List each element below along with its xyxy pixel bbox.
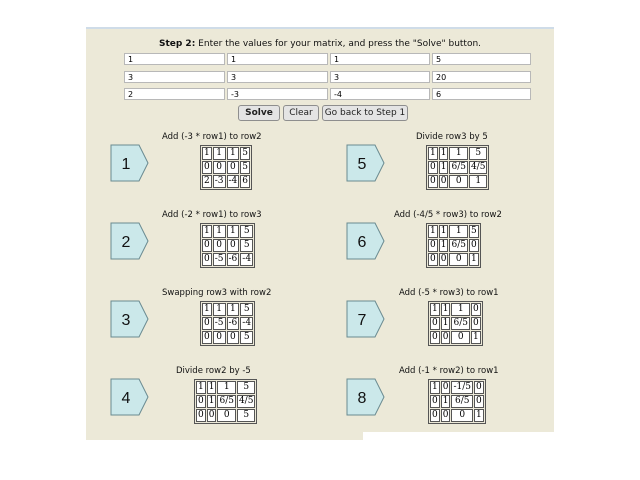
step-title: Divide row2 by -5 (176, 366, 251, 376)
matrix-cell: 4/5 (470, 162, 486, 172)
matrix-cell: 0 (442, 382, 449, 392)
step-matrix (426, 223, 481, 268)
matrix-cell: -4 (242, 318, 252, 328)
matrix-cell: 5 (240, 331, 253, 344)
matrix-cell: 0 (430, 254, 436, 264)
matrix-cell: 0 (213, 161, 226, 174)
matrix-cell: 1 (198, 382, 204, 392)
matrix-cell: 0 (432, 318, 438, 328)
matrix-row (202, 175, 250, 188)
matrix-cell: -6 (228, 254, 238, 264)
matrix-input-r2c4[interactable]: 20 (432, 71, 531, 83)
matrix-cell: 6/5 (451, 395, 473, 408)
matrix-cell: 0 (227, 331, 240, 344)
matrix-cell: 0 (204, 254, 210, 264)
matrix-row (430, 409, 484, 422)
matrix-row (430, 303, 481, 316)
matrix-cell: 1 (204, 304, 210, 314)
step-title: Divide row3 by 5 (416, 132, 488, 142)
matrix-cell: 4/5 (238, 396, 254, 406)
matrix-row (196, 395, 255, 408)
matrix-row (202, 147, 250, 160)
step-number-badge (110, 378, 150, 416)
matrix-cell: 1 (430, 226, 436, 236)
step-number: 1 (121, 156, 131, 173)
step-instruction: Enter the values for your matrix, and press the "Solve" button. (198, 39, 482, 49)
matrix-cell: 5 (240, 303, 253, 316)
matrix-cell: 0 (430, 240, 436, 250)
matrix-row (202, 253, 253, 266)
matrix-cell: 0 (198, 396, 204, 406)
matrix-cell: 0 (430, 162, 436, 172)
matrix-cell: -5 (214, 318, 224, 328)
matrix-row (430, 395, 484, 408)
matrix-cell: 0 (430, 176, 436, 186)
matrix-cell: 1 (432, 304, 438, 314)
matrix-cell: 1 (451, 303, 469, 316)
matrix-cell: -5 (214, 254, 224, 264)
matrix-input-r2c2[interactable]: 3 (227, 71, 328, 83)
matrix-cell: 6/5 (453, 318, 468, 328)
matrix-input-r2c1[interactable]: 3 (124, 71, 225, 83)
matrix-cell: -1/5 (453, 382, 471, 392)
step-title: Swapping row3 with row2 (162, 288, 272, 298)
matrix-cell: 1 (442, 318, 449, 328)
matrix-cell: 1 (432, 382, 438, 392)
matrix-input-r1c1[interactable]: 1 (124, 53, 225, 65)
step-heading (86, 39, 554, 49)
matrix-cell: 5 (240, 239, 253, 252)
matrix-cell: 5 (242, 162, 249, 172)
matrix-cell: 0 (227, 161, 240, 174)
step-number-badge (110, 144, 150, 182)
matrix-cell: 0 (208, 410, 215, 420)
step-title: Add (-5 * row3) to row1 (399, 288, 499, 298)
step-title: Add (-3 * row1) to row2 (162, 132, 262, 142)
matrix-cell: 1 (442, 396, 449, 406)
matrix-cell: -6 (228, 318, 238, 328)
step-number-badge (110, 300, 150, 338)
matrix-cell: 0 (204, 318, 210, 328)
matrix-cell: 0 (442, 410, 449, 420)
step-number-badge (346, 222, 386, 260)
solver-panel (86, 27, 554, 440)
matrix-cell: 6/5 (451, 240, 466, 250)
matrix-cell: 0 (472, 318, 479, 328)
matrix-cell: 1 (227, 147, 240, 160)
matrix-cell: 0 (204, 332, 210, 342)
matrix-cell: 1 (204, 226, 210, 236)
matrix-cell: 0 (442, 332, 449, 342)
matrix-cell: 0 (440, 254, 447, 264)
matrix-cell: 1 (476, 410, 482, 420)
step-title: Add (-1 * row2) to row1 (399, 366, 499, 376)
matrix-cell: 0 (440, 176, 447, 186)
matrix-row (430, 317, 481, 330)
matrix-cell: 0 (204, 162, 210, 172)
matrix-cell: 1 (208, 382, 215, 392)
matrix-row (428, 161, 487, 174)
matrix-cell: 5 (242, 148, 249, 158)
matrix-cell: 0 (432, 410, 438, 420)
matrix-cell: 1 (204, 148, 210, 158)
step-matrix (426, 145, 489, 190)
solve-button[interactable]: Solve (238, 105, 280, 121)
matrix-row (428, 147, 487, 160)
matrix-cell: 1 (449, 147, 467, 160)
matrix-cell: 0 (449, 253, 467, 266)
matrix-input-r3c2[interactable]: -3 (227, 88, 328, 100)
matrix-row (430, 381, 484, 394)
step-number: 2 (121, 234, 131, 251)
matrix-cell: 1 (440, 226, 447, 236)
back-to-step1-button[interactable]: Go back to Step 1 (322, 105, 408, 121)
matrix-row (428, 239, 479, 252)
matrix-cell: 1 (430, 148, 436, 158)
step-number-badge (110, 222, 150, 260)
matrix-cell: -3 (214, 176, 224, 186)
matrix-cell: 1 (227, 225, 240, 238)
matrix-cell: 0 (470, 240, 477, 250)
matrix-row (202, 317, 253, 330)
matrix-cell: 5 (470, 226, 477, 236)
matrix-input-r3c3[interactable]: -4 (330, 88, 430, 100)
step-number: 7 (357, 312, 367, 329)
matrix-cell: 0 (204, 240, 210, 250)
matrix-cell: 0 (451, 409, 473, 422)
matrix-cell: 0 (472, 304, 479, 314)
step-matrix (200, 145, 252, 190)
step-matrix (194, 379, 257, 424)
matrix-cell: -4 (228, 176, 238, 186)
matrix-row (202, 225, 253, 238)
matrix-row (202, 331, 253, 344)
step-number: 4 (121, 390, 131, 407)
matrix-input-r1c2[interactable]: 1 (227, 53, 328, 65)
matrix-cell: 6 (242, 176, 249, 186)
panel-notch (363, 432, 556, 440)
matrix-cell: 1 (469, 175, 487, 188)
step-matrix (200, 223, 255, 268)
matrix-cell: 2 (204, 176, 210, 186)
clear-button[interactable]: Clear (283, 105, 319, 121)
matrix-cell: 0 (227, 239, 240, 252)
matrix-cell: 1 (440, 240, 447, 250)
matrix-cell: 0 (213, 331, 226, 344)
matrix-cell: 5 (240, 225, 253, 238)
matrix-row (202, 161, 250, 174)
step-title: Add (-2 * row1) to row3 (162, 210, 262, 220)
matrix-cell: 1 (213, 225, 226, 238)
matrix-cell: 6/5 (219, 396, 234, 406)
step-number-badge (346, 144, 386, 182)
matrix-cell: 1 (208, 396, 215, 406)
matrix-cell: 1 (213, 147, 226, 160)
matrix-input-r1c3[interactable]: 1 (330, 53, 430, 65)
step-number-badge (346, 378, 386, 416)
step-number: 8 (357, 390, 367, 407)
step-matrix (200, 301, 255, 346)
matrix-cell: 5 (469, 147, 487, 160)
matrix-cell: 6/5 (451, 162, 466, 172)
matrix-cell: 5 (237, 381, 255, 394)
matrix-cell: 0 (432, 332, 438, 342)
step-matrix (428, 301, 483, 346)
matrix-cell: 1 (440, 162, 447, 172)
matrix-cell: 0 (432, 396, 438, 406)
matrix-cell: 1 (442, 304, 449, 314)
step-number-badge (346, 300, 386, 338)
matrix-cell: -4 (242, 254, 252, 264)
matrix-row (428, 175, 487, 188)
matrix-cell: 0 (198, 410, 204, 420)
step-number: 6 (357, 234, 367, 251)
matrix-cell: 0 (449, 175, 467, 188)
matrix-row (196, 381, 255, 394)
matrix-cell: 1 (449, 225, 467, 238)
step-title: Add (-4/5 * row3) to row2 (394, 210, 502, 220)
matrix-cell: 5 (237, 409, 255, 422)
matrix-cell: 1 (217, 381, 235, 394)
matrix-cell: 1 (472, 332, 479, 342)
matrix-cell: 1 (440, 148, 447, 158)
matrix-input-r1c4[interactable]: 5 (432, 53, 531, 65)
step-matrix (428, 379, 486, 424)
matrix-input-r3c1[interactable]: 2 (124, 88, 225, 100)
matrix-cell: 0 (451, 331, 469, 344)
matrix-input-r3c4[interactable]: 6 (432, 88, 531, 100)
matrix-row (196, 409, 255, 422)
matrix-row (202, 239, 253, 252)
matrix-cell: 0 (476, 396, 482, 406)
matrix-cell: 1 (227, 303, 240, 316)
matrix-input-r2c3[interactable]: 3 (330, 71, 430, 83)
matrix-row (428, 225, 479, 238)
matrix-cell: 0 (476, 382, 482, 392)
matrix-row (430, 331, 481, 344)
matrix-cell: 0 (217, 409, 235, 422)
step-label: Step 2: (158, 39, 196, 49)
matrix-row (428, 253, 479, 266)
matrix-row (202, 303, 253, 316)
step-number: 5 (357, 156, 367, 173)
matrix-cell: 0 (213, 239, 226, 252)
step-number: 3 (121, 312, 131, 329)
matrix-cell: 1 (213, 303, 226, 316)
matrix-cell: 1 (470, 254, 477, 264)
